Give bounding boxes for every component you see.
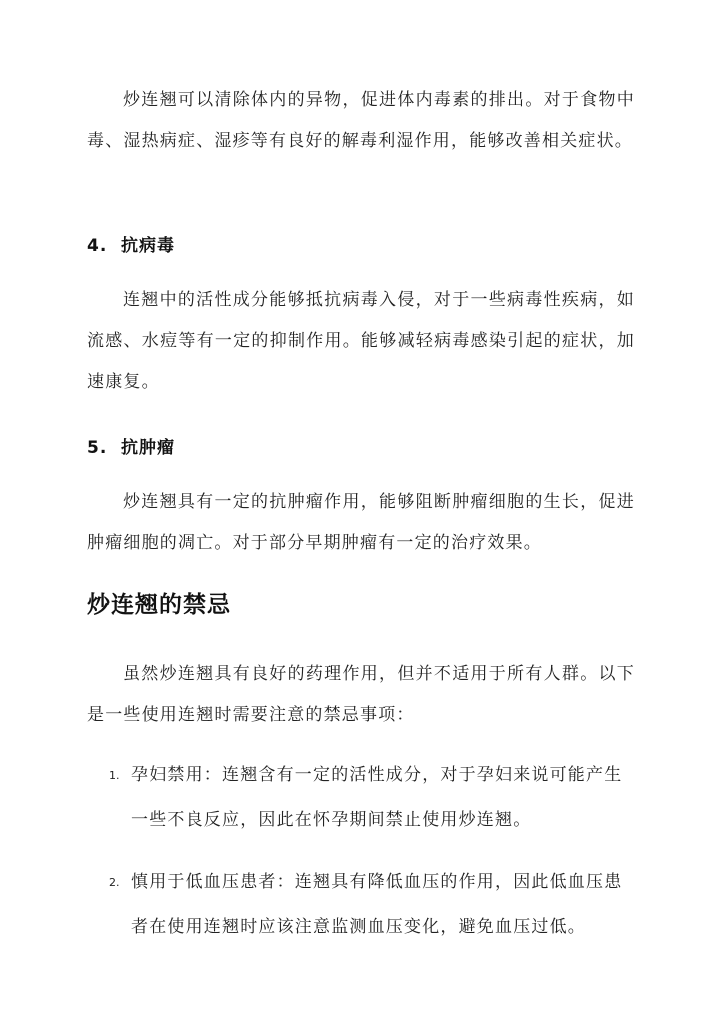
list-marker: 1. [109, 769, 120, 782]
contraindications-list [87, 753, 635, 950]
list-item-text: 慎用于低血压患者：连翘具有降低血压的作用，因此低血压患者在使用连翘时应该注意监测血压变化，避免血压过低。 [131, 872, 623, 937]
heading-title: 抗肿瘤 [121, 438, 175, 458]
paragraph-antiviral: 连翘中的活性成分能够抵抗病毒入侵，对于一些病毒性疾病，如流感、水痘等有一定的抑制作用。能够减轻病毒感染引起的症状，加速康复。 [87, 290, 635, 392]
heading-antitumor [87, 433, 175, 458]
heading-number: 5. [87, 438, 108, 458]
list-item [87, 860, 635, 950]
heading-title: 抗病毒 [121, 236, 175, 256]
paragraph-antitumor: 炒连翘具有一定的抗肿瘤作用，能够阻断肿瘤细胞的生长，促进肿瘤细胞的凋亡。对于部分早期肿瘤有一定的治疗效果。 [87, 492, 635, 553]
section-title-contraindications: 炒连翘的禁忌 [87, 592, 231, 618]
list-marker: 2. [109, 876, 120, 889]
heading-number: 4. [87, 236, 108, 256]
paragraph-detox: 炒连翘可以清除体内的异物，促进体内毒素的排出。对于食物中毒、湿热病症、湿疹等有良好的解毒利湿作用，能够改善相关症状。 [87, 90, 635, 151]
paragraph-contraindications-intro: 虽然炒连翘具有良好的药理作用，但并不适用于所有人群。以下是一些使用连翘时需要注意的禁忌事项： [87, 664, 635, 725]
heading-antiviral [87, 231, 175, 256]
list-item [87, 753, 635, 843]
list-item-text: 孕妇禁用：连翘含有一定的活性成分，对于孕妇来说可能产生一些不良反应，因此在怀孕期间禁止使用炒连翘。 [131, 765, 623, 830]
